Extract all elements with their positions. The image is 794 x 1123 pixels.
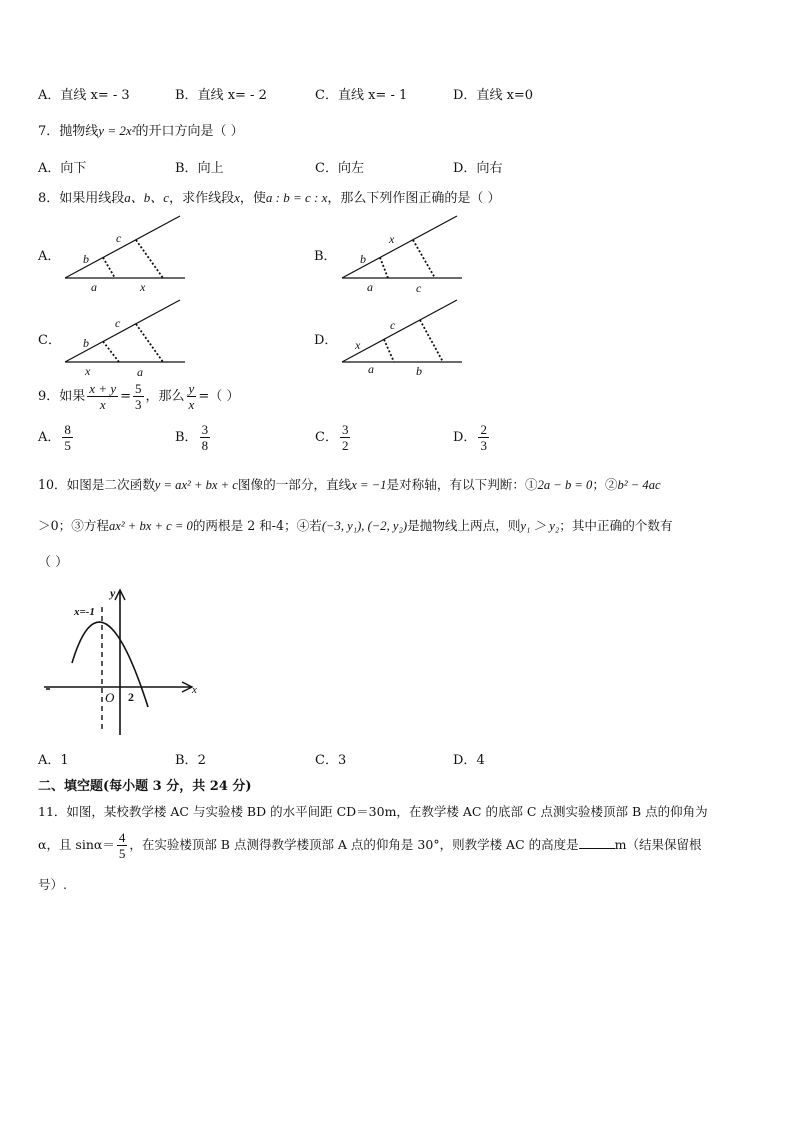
q8-c-lower-left: x	[85, 364, 91, 378]
q8-stem: 8．如果用线段a、b、c，求作线段x，使a : b = c : x，那么下列作图正确的是（ ）	[38, 190, 501, 206]
q8-option-c-letter: C．	[38, 333, 61, 348]
q10-line-3: （ ）	[38, 555, 69, 570]
q8-figure-a	[55, 212, 195, 298]
q9-option-b: B． $\frac{3}{8}$	[175, 422, 209, 453]
q10-x-label: x	[192, 684, 197, 696]
q10-option-b: B．2	[175, 753, 206, 768]
q11-line-3: 号）.	[38, 877, 67, 892]
q6-option-a: A．直线 x= - 3	[38, 88, 130, 103]
q8-figure-b	[332, 212, 472, 298]
q7-option-b: B．向上	[175, 161, 224, 176]
q10-line-2: ＞0；③方程ax² + bx + c = 0的两根是 2 和-4；④若(−3, y₁), (−2, y₂)是抛物线上两点，则y₁ ＞ y₂；其中正确的个数有	[38, 518, 673, 533]
q8-d-upper-left: x	[355, 338, 361, 352]
q8-a-lower-right: x	[140, 280, 146, 294]
q8-a-upper-right: c	[116, 231, 122, 245]
q10-option-a: A．1	[38, 753, 69, 768]
q11-fraction: $\frac{4}{5}$	[118, 830, 126, 861]
q10-axis-label: x=-1	[74, 606, 95, 618]
q10-parabola-graph	[36, 585, 201, 740]
q8-b-lower-right: c	[416, 281, 422, 295]
q10-y-label: y	[110, 586, 116, 600]
q9-fraction-1: $\frac{x + y}{x}$	[89, 381, 117, 412]
q11-answer-blank[interactable]	[579, 836, 615, 849]
q8-figure-d	[332, 296, 472, 382]
q11-line-2: α，且 sinα＝ $\frac{4}{5}$ ，在实验楼顶部 B 点测得教学楼顶部 A 点的仰角是 30°，则教学楼 AC 的高度是 m（结果保留根	[38, 830, 702, 861]
q8-b-lower-left: a	[367, 280, 373, 294]
q8-b-upper-right: x	[389, 232, 395, 246]
q6-option-d: D．直线 x=0	[453, 88, 534, 103]
q8-d-lower-left: a	[368, 362, 374, 376]
q8-c-upper-left: b	[83, 336, 89, 350]
q8-b-upper-left: b	[360, 252, 366, 266]
q6-option-c: C．直线 x= - 1	[315, 88, 408, 103]
q7-option-a: A．向下	[38, 161, 87, 176]
q6-option-b: B．直线 x= - 2	[175, 88, 267, 103]
q7-option-c: C．向左	[315, 161, 364, 176]
q8-d-lower-right: b	[416, 364, 422, 378]
q8-option-a-letter: A．	[38, 249, 61, 264]
q8-c-lower-right: a	[137, 365, 143, 379]
q8-a-upper-left: b	[83, 252, 89, 266]
q9-option-c: C． $\frac{3}{2}$	[315, 422, 349, 453]
q10-option-c: C．3	[315, 753, 347, 768]
q11-line-1: 11．如图，某校教学楼 AC 与实验楼 BD 的水平间距 CD＝30m，在教学楼 AC 的底部 C 点测实验楼顶部 B 点的仰角为	[38, 804, 708, 819]
q9-stem: 9．如果 $\frac{x + y}{x}$ = $\frac{5}{3}$ ，那么 $\frac{y}{x}$ =（ ）	[38, 381, 240, 412]
q10-origin-label: O	[105, 690, 115, 705]
q10-option-d: D．4	[453, 753, 485, 768]
q8-option-d-letter: D．	[314, 333, 338, 348]
q7-stem: 7．抛物线y = 2x²的开口方向是（ ）	[38, 123, 244, 139]
q10-line-1: 10．如图是二次函数y = ax² + bx + c图像的一部分，直线x = −1是对称轴，有以下判断：①2a − b = 0；②b² − 4ac	[38, 477, 661, 492]
q9-fraction-3: $\frac{y}{x}$	[188, 381, 195, 412]
q8-d-upper-right: c	[390, 318, 396, 332]
q9-fraction-2: $\frac{5}{3}$	[135, 381, 142, 412]
q8-c-upper-right: c	[115, 316, 121, 330]
q8-option-b-letter: B．	[314, 249, 337, 264]
q7-option-d: D．向右	[453, 161, 503, 176]
section-2-title: 二、填空题(每小题 3 分，共 24 分)	[38, 779, 252, 794]
q8-figure-c	[55, 296, 195, 382]
q9-option-a: A． $\frac{8}{5}$	[38, 422, 71, 453]
q8-a-lower-left: a	[91, 280, 97, 294]
q9-option-d: D． $\frac{2}{3}$	[453, 422, 487, 453]
q10-root-label: 2	[128, 690, 134, 704]
